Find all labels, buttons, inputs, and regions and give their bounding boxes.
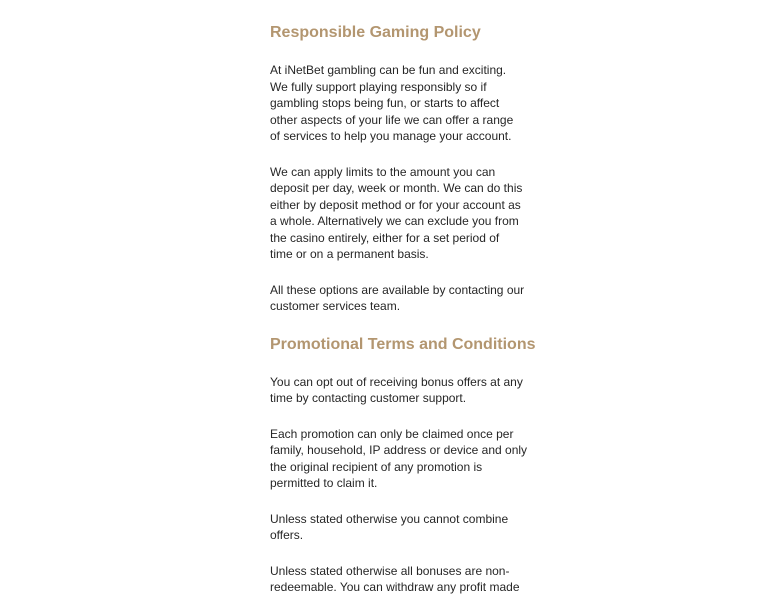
responsible-paragraph-3 [270, 282, 525, 315]
promotional-paragraph-1 [270, 374, 523, 407]
text-line: either by deposit method or for your account as [270, 197, 521, 212]
text-line: time or on a permanent basis. [270, 247, 429, 261]
text-line: Unless stated otherwise all bonuses are non- [270, 563, 510, 578]
text-line: deposit per day, week or month. We can do this [270, 181, 523, 195]
text-line: At iNetBet gambling can be fun and exciting. [270, 63, 507, 77]
promotional-paragraph-2 [270, 426, 528, 492]
text-line: Unless stated otherwise you cannot combine [270, 511, 509, 526]
text-line: We can apply limits to the amount you can [270, 164, 496, 179]
text-line: You can opt out of receiving bonus offers at any [270, 374, 523, 389]
promotional-terms-heading: Promotional Terms and Conditions [270, 335, 536, 353]
text-line: the original recipient of any promotion is [270, 459, 483, 474]
text-line: a whole. Alternatively we can exclude you from [270, 214, 519, 228]
responsible-paragraph-2 [270, 164, 523, 263]
text-line: Each promotion can only be claimed once per [270, 426, 514, 441]
text-line: time by contacting customer support. [270, 391, 467, 405]
text-line: All these options are available by contacting our [270, 282, 525, 297]
text-line: the casino entirely, either for a set period of [270, 230, 500, 245]
text-line: customer services team. [270, 299, 401, 313]
text-line: redeemable. You can withdraw any profit made [270, 580, 520, 594]
text-line: of services to help you manage your account. [270, 129, 512, 143]
text-line: family, household, IP address or device and only [270, 443, 528, 457]
responsible-paragraph-1 [270, 62, 520, 145]
text-line: gambling stops being fun, or starts to affect [270, 96, 500, 110]
text-line: offers. [270, 528, 304, 542]
responsible-gaming-heading: Responsible Gaming Policy [270, 24, 481, 41]
promotional-paragraph-4 [270, 563, 520, 596]
text-line: other aspects of your life we can offer a range [270, 112, 514, 127]
promotional-paragraph-3 [270, 511, 520, 544]
policy-content [270, 0, 536, 594]
text-line: We fully support playing responsibly so if [270, 79, 487, 94]
text-line: permitted to claim it. [270, 476, 378, 490]
